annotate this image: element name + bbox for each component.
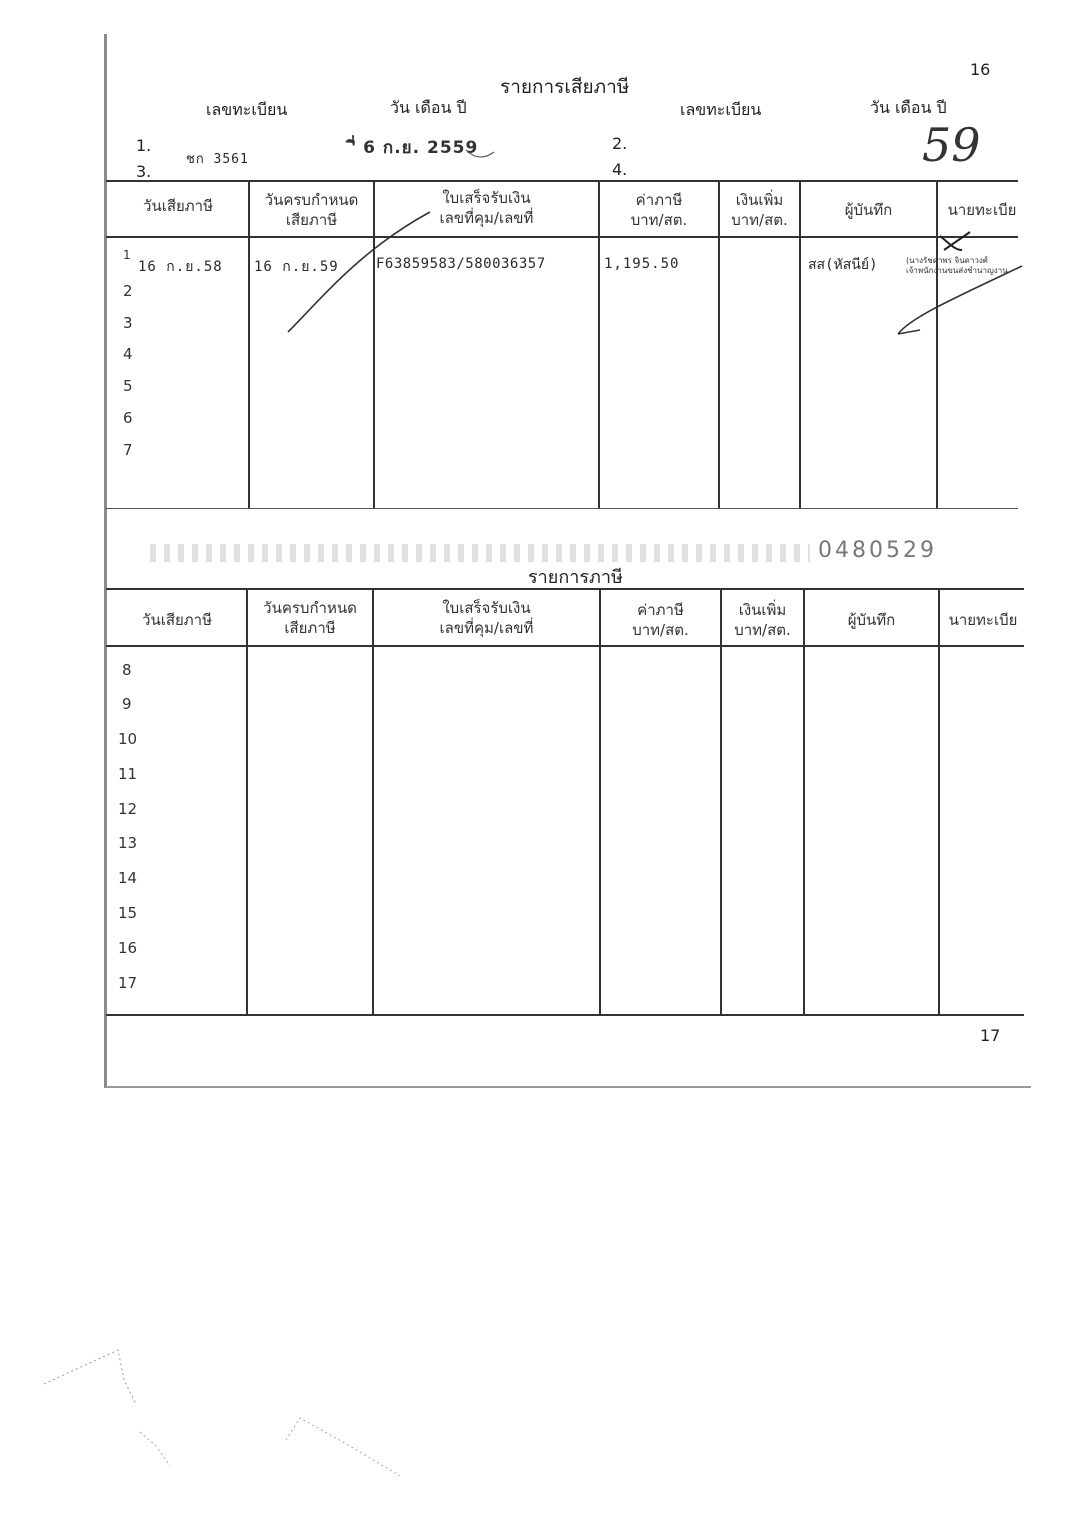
reg-label-2: 2. xyxy=(612,134,628,153)
header-pay-date: วันเสียภาษี xyxy=(143,197,213,215)
row-number: 6 xyxy=(123,409,133,427)
row1-receipt-number: F63859583/580036357 xyxy=(376,256,546,272)
row-number: 4 xyxy=(123,345,133,363)
row-number: 3 xyxy=(123,314,133,332)
row1-due-date: 16 ก.ย.59 xyxy=(254,259,339,275)
header-registrar: นายทะเบีย xyxy=(948,611,1018,629)
row-number: 12 xyxy=(118,800,138,818)
row-number: 10 xyxy=(118,730,138,748)
right-date-header: วัน เดือน ปี xyxy=(870,98,947,117)
handwritten-year: 59 xyxy=(922,118,981,172)
row1-registrar-stamp: (นางรัชดาพร จินดาวงศ์ เจ้าพนักงานขนส่งชำนาญงาน xyxy=(906,256,1008,275)
section-title-tax-list: รายการภาษี xyxy=(528,567,623,588)
row-number: 13 xyxy=(118,834,138,852)
header-registrar: นายทะเบีย xyxy=(947,201,1017,219)
page-number-bottom: 17 xyxy=(980,1026,1001,1045)
header-recorder: ผู้บันทึก xyxy=(844,201,893,219)
reg-value-1: ชก 3561 xyxy=(186,152,249,167)
header-surcharge: เงินเพิ่ม บาท/สต. xyxy=(734,601,791,639)
reg-label-1: 1. xyxy=(136,136,152,155)
row1-pay-date: 16 ก.ย.58 xyxy=(138,259,223,275)
date-stamp: 'ี่ 6 ก.ย. 2559 xyxy=(352,138,479,158)
reg-label-3: 3. xyxy=(136,162,152,181)
section-title-tax-payments: รายการเสียภาษี xyxy=(500,76,630,98)
row1-recorder: สส(หัสนีย์) xyxy=(808,257,878,273)
left-date-header: วัน เดือน ปี xyxy=(390,98,467,117)
row-number: 9 xyxy=(122,695,132,713)
header-tax: ค่าภาษี บาท/สต. xyxy=(632,601,689,639)
scan-bleed-band xyxy=(150,544,810,562)
header-surcharge: เงินเพิ่ม บาท/สต. xyxy=(731,191,788,229)
header-receipt: ใบเสร็จรับเงิน เลขที่คุม/เลขที่ xyxy=(439,189,534,227)
bleed-serial-number: 0480529 xyxy=(818,538,937,563)
header-due-date: วันครบกำหนด เสียภาษี xyxy=(263,599,357,637)
header-receipt: ใบเสร็จรับเงิน เลขที่คุม/เลขที่ xyxy=(439,599,534,637)
row-number: 17 xyxy=(118,974,138,992)
row-number: 2 xyxy=(123,282,133,300)
header-recorder: ผู้บันทึก xyxy=(847,611,896,629)
header-due-date: วันครบกำหนด เสียภาษี xyxy=(264,191,359,229)
row1-tax-amount: 1,195.50 xyxy=(604,256,680,272)
header-tax: ค่าภาษี บาท/สต. xyxy=(630,191,688,229)
right-reg-header: เลขทะเบียน xyxy=(680,100,762,119)
row-number: 7 xyxy=(123,441,133,459)
reg-label-4: 4. xyxy=(612,160,628,179)
row-number: 11 xyxy=(118,765,138,783)
page-number-top: 16 xyxy=(970,60,991,79)
row-number: 14 xyxy=(118,869,138,887)
row-number: 15 xyxy=(118,904,138,922)
left-reg-header: เลขทะเบียน xyxy=(206,100,288,119)
row-number: 5 xyxy=(123,377,133,395)
row-number: 1 xyxy=(123,248,131,262)
row-number: 16 xyxy=(118,939,138,957)
row-number: 8 xyxy=(122,661,132,679)
header-pay-date: วันเสียภาษี xyxy=(142,611,212,629)
